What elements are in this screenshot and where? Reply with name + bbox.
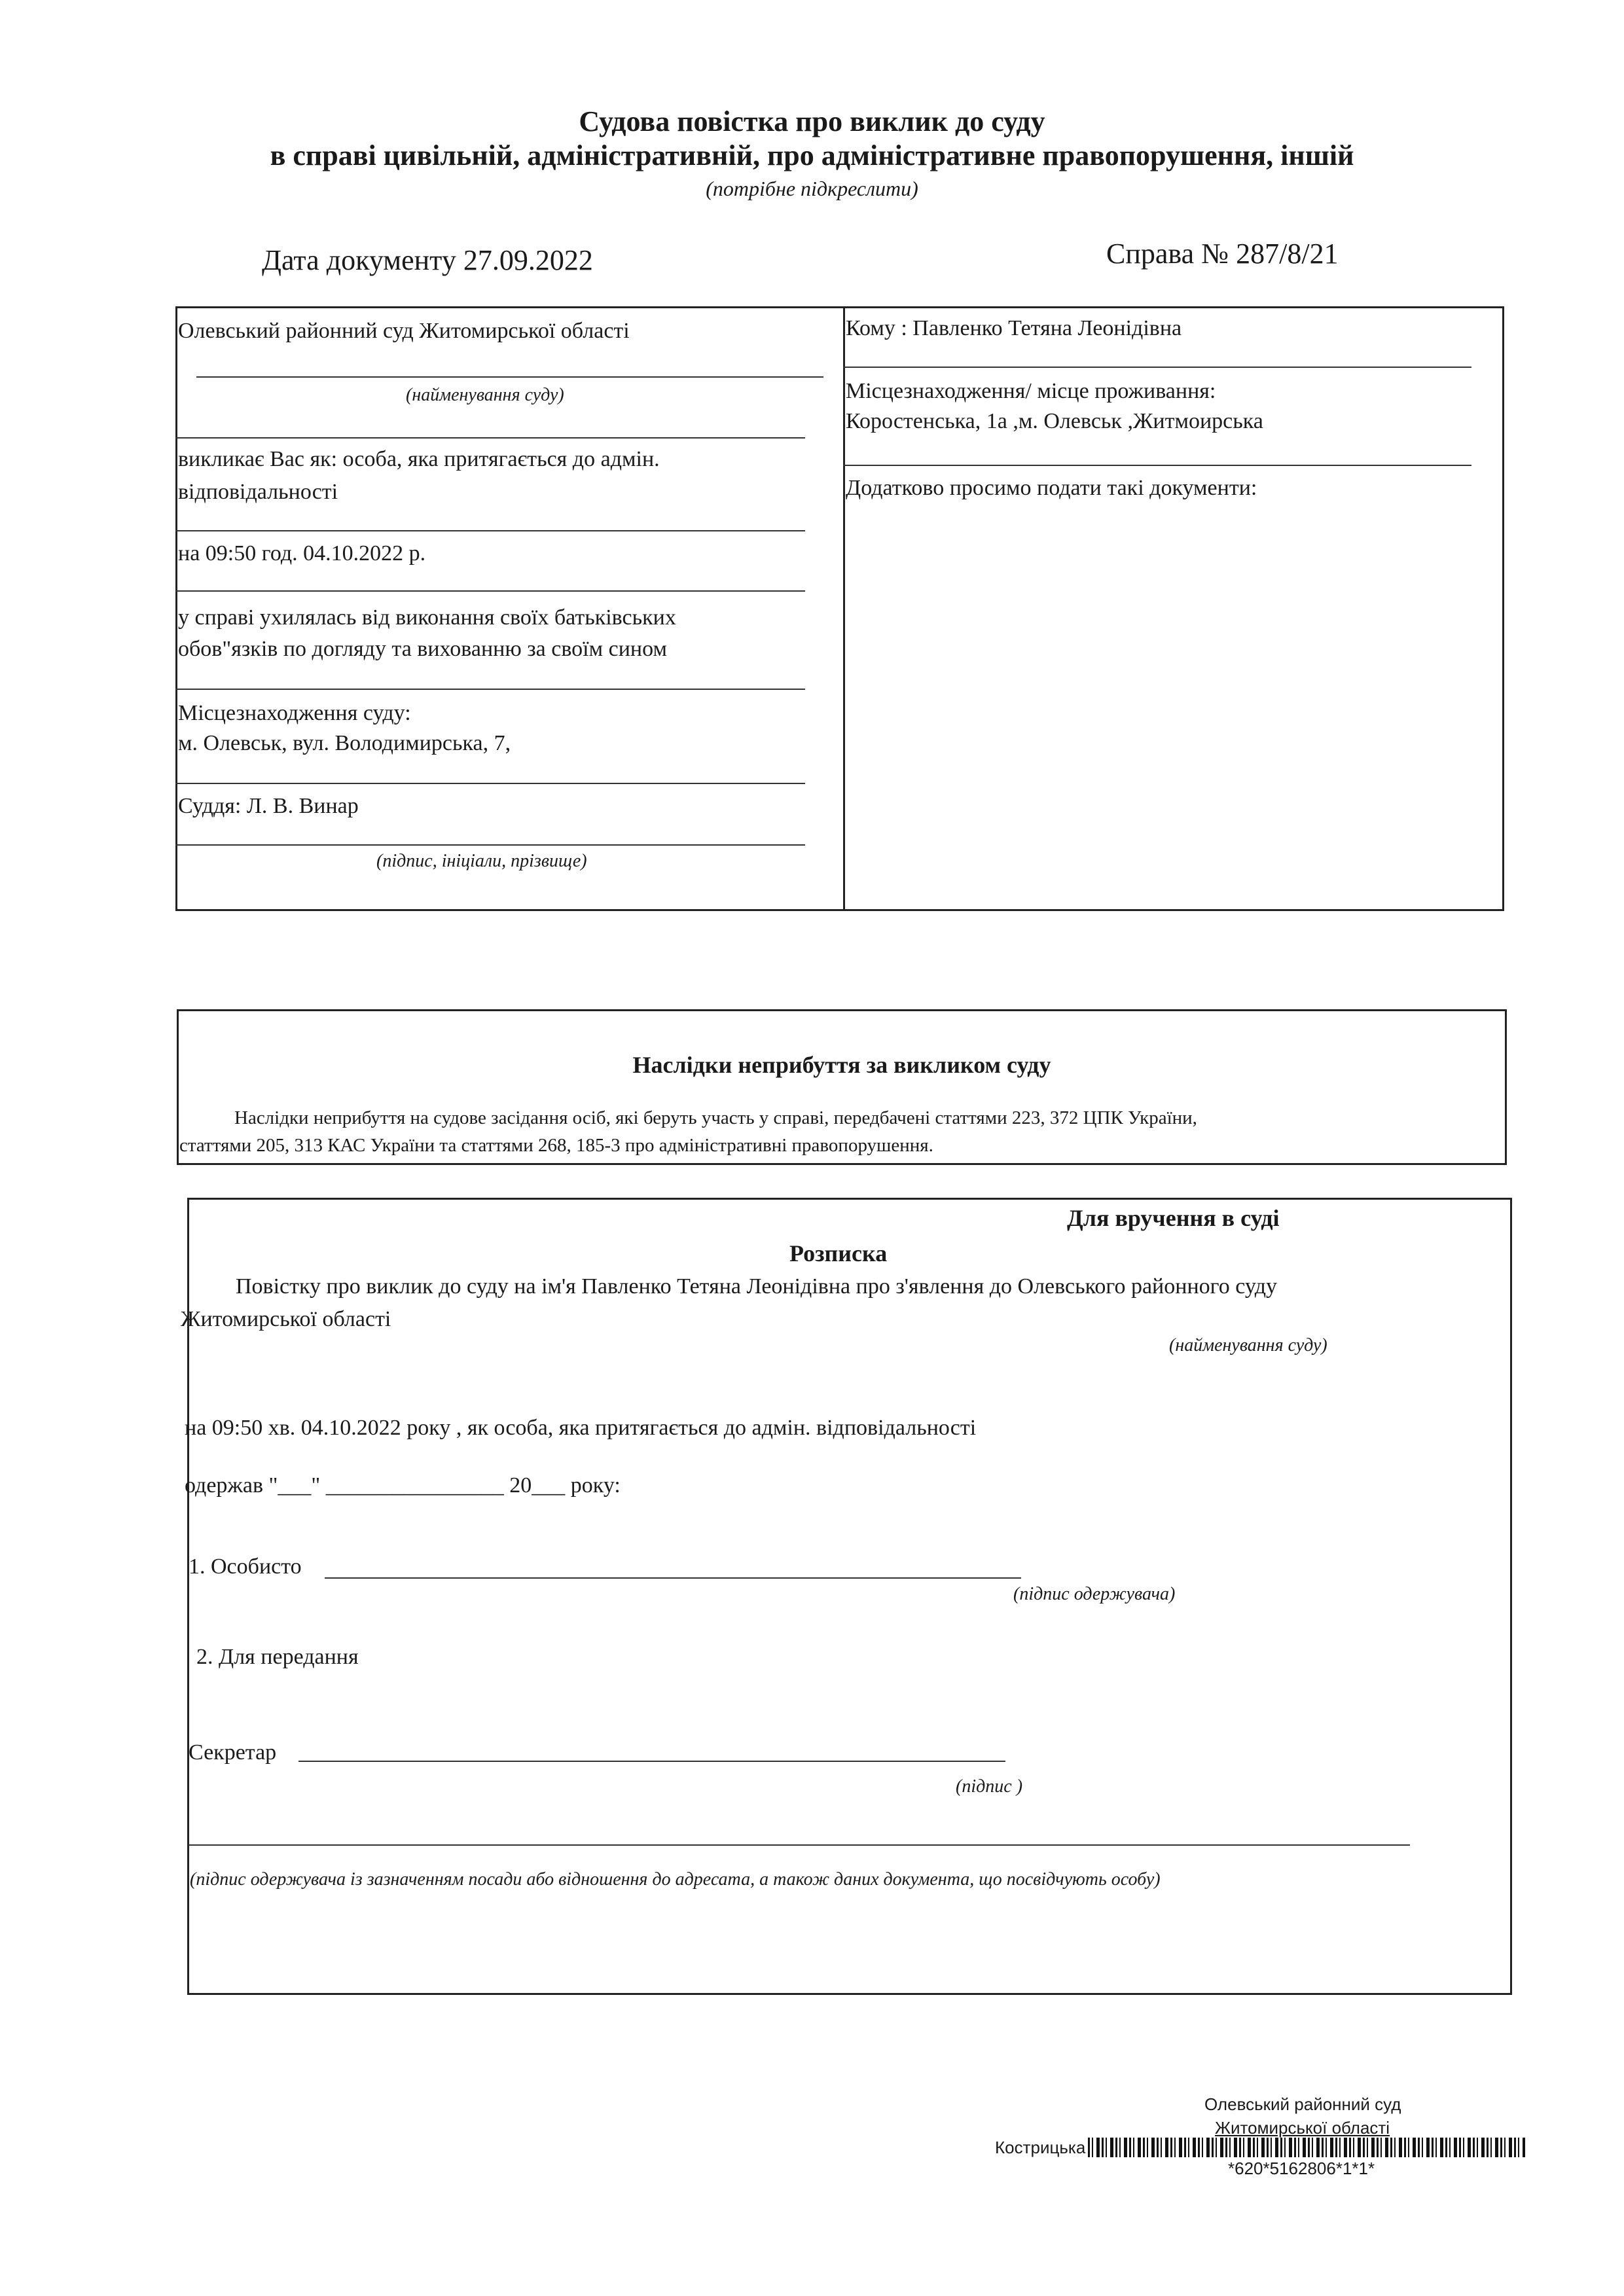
recipient-line	[843, 367, 1471, 368]
consequences-text-1: Наслідки неприбуття на судове засідання осіб, які беруть участь у справі, передбачені статтями 223, 372 ЦПК України,	[234, 1107, 1197, 1128]
court-location-label: Місцезнаходження суду:	[178, 701, 411, 725]
court-location-value: м. Олевськ, вул. Володимирська, 7,	[178, 731, 511, 755]
column-divider	[843, 306, 845, 911]
address-line	[843, 465, 1471, 466]
secretary-label: Секретар	[189, 1740, 277, 1765]
hearing-time: на 09:50 год. 04.10.2022 р.	[178, 541, 426, 565]
separator-5	[175, 783, 805, 784]
received-date: одержав "___" ________________ 20___ року:	[185, 1473, 621, 1498]
court-name: Олевський районний суд Житомирської області	[178, 319, 630, 343]
case-subject-1: у справі ухилялась від виконання своїх батьківських	[178, 605, 676, 630]
bottom-signature-line	[189, 1844, 1410, 1846]
recipient-address-label: Місцезнаходження/ місце проживання:	[846, 379, 1216, 403]
case-number	[1106, 237, 1339, 270]
consequences-text-2: статтями 205, 313 КАС України та статтями 268, 185-3 про адміністративні правопорушення.	[179, 1135, 933, 1156]
personal-label: 1. Особисто	[189, 1554, 302, 1579]
document-date	[262, 243, 593, 277]
case-subject-2: обов"язків по догляду та вихованню за своїм сином	[178, 637, 667, 661]
court-line	[196, 376, 823, 378]
receipt-text-1: Повістку про виклик до суду на ім'я Павленко Тетяна Леонідівна про з'явлення до Олевського районного суду	[236, 1274, 1278, 1299]
receipt-court-caption: (найменування суду)	[1169, 1335, 1327, 1355]
receipt-title: Розписка	[789, 1240, 888, 1266]
consequences-title: Наслідки неприбуття за викликом суду	[632, 1052, 1051, 1078]
date-value: 27.09.2022	[463, 244, 593, 276]
personal-signature-line	[325, 1577, 1021, 1579]
personal-caption: (підпис одержувача)	[1013, 1584, 1176, 1604]
barcode	[1088, 2138, 1525, 2157]
receipt-time: на 09:50 хв. 04.10.2022 року , як особа, яка притягається до адмін. відповідальності	[185, 1416, 977, 1440]
extra-documents: Додатково просимо подати такі документи:	[846, 476, 1257, 500]
summons-role-2: відповідальності	[178, 480, 338, 504]
judge-signature-line	[175, 844, 805, 846]
stamp-court-2: Житомирської області	[1215, 2118, 1390, 2138]
stamp-name: Кострицька	[995, 2138, 1086, 2157]
date-label: Дата документу	[262, 244, 456, 276]
separator-1	[175, 437, 805, 439]
separator-2	[175, 530, 805, 531]
case-value: 287/8/21	[1236, 238, 1339, 270]
receipt-text-2: Житомирської області	[181, 1307, 391, 1331]
judge-caption: (підпис, ініціали, прізвище)	[376, 851, 587, 871]
separator-4	[175, 689, 805, 690]
transfer-label: 2. Для передання	[196, 1645, 359, 1669]
for-court-label: Для вручення в суді	[1067, 1205, 1280, 1231]
separator-3	[175, 590, 805, 592]
case-label: Справа №	[1106, 238, 1229, 270]
court-caption: (найменування суду)	[406, 385, 564, 405]
stamp-court-1: Олевський районний суд	[1204, 2094, 1401, 2114]
secretary-caption: (підпис )	[956, 1776, 1023, 1797]
stamp-code: *620*5162806*1*1*	[1228, 2159, 1375, 2178]
bottom-caption: (підпис одержувача із зазначенням посади або відношення до адресата, а також даних документа, що посвідчують особу)	[190, 1869, 1161, 1890]
secretary-signature-line	[298, 1761, 1005, 1762]
judge-name: Суддя: Л. В. Винар	[178, 794, 359, 818]
recipient: Кому : Павленко Тетяна Леонідівна	[846, 316, 1182, 340]
title-line-2: в справі цивільній, адміністративній, про адміністративне правопорушення, іншій	[270, 139, 1354, 171]
title-line-1: Судова повістка про виклик до суду	[579, 105, 1045, 137]
recipient-address-value: Коростенська, 1а ,м. Олевськ ,Житмоирська	[846, 409, 1263, 433]
title-note: (потрібне підкреслити)	[706, 177, 918, 200]
summons-role-1: викликає Вас як: особа, яка притягається до адмін.	[178, 447, 660, 471]
